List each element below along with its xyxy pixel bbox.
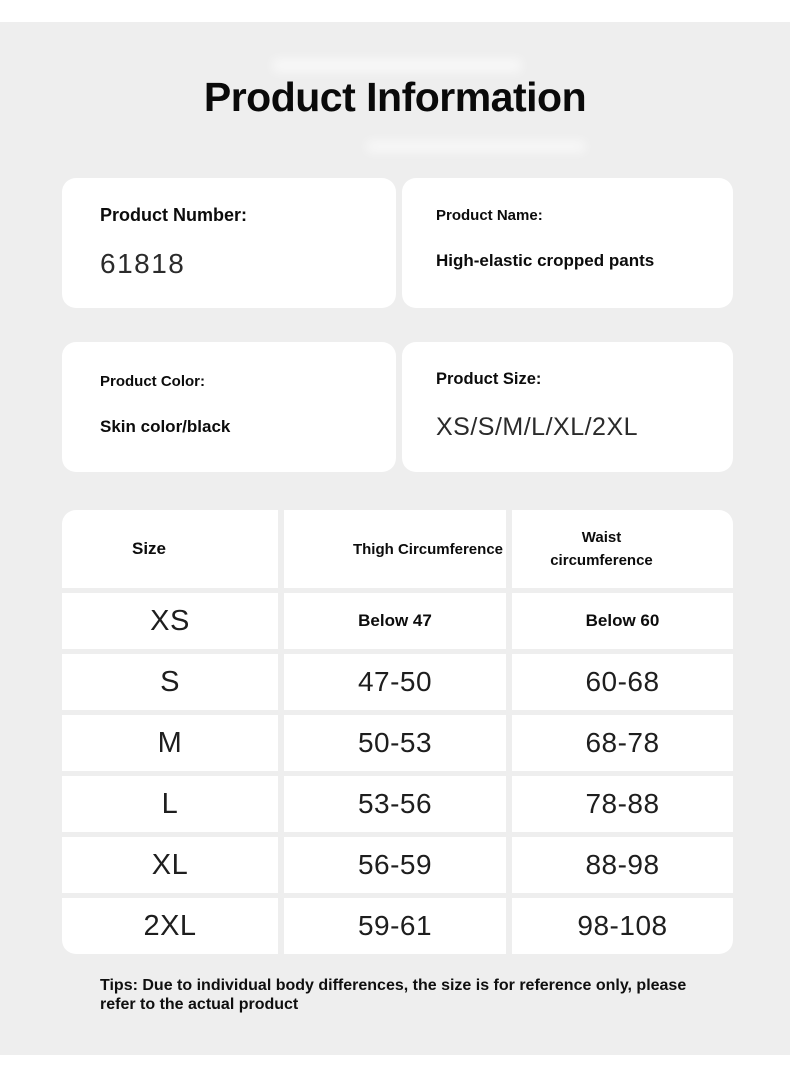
size-cell: 2XL [62,898,278,954]
header-cell-waist-circumference: Waist circumference [512,510,733,588]
product-number-label: Product Number: [100,205,248,225]
info-card-product-color [62,342,396,472]
header-cell-size: Size [62,510,278,588]
info-card-product-size [402,342,733,472]
info-card-product-number [62,178,396,308]
page-title: Product Information [203,74,587,120]
thigh-cell: 47-50 [284,654,506,710]
size-cell: XL [62,837,278,893]
thigh-cell: Below 47 [284,593,506,649]
product-size-value: XS/S/M/L/XL/2XL [436,413,639,441]
waist-cell: 98-108 [512,898,733,954]
product-name-value: High-elastic cropped pants [436,251,655,270]
thigh-cell: 56-59 [284,837,506,893]
waist-cell: 88-98 [512,837,733,893]
info-card-product-name [402,178,733,308]
size-cell: M [62,715,278,771]
product-name-label: Product Name: [436,207,543,224]
product-number-value: 61818 [100,248,186,279]
waist-cell: 60-68 [512,654,733,710]
product-color-value: Skin color/black [100,417,231,436]
ghost-artifact [366,140,586,153]
waist-cell: 68-78 [512,715,733,771]
thigh-cell: 50-53 [284,715,506,771]
size-cell: S [62,654,278,710]
product-color-label: Product Color: [100,373,205,390]
header-cell-thigh-circumference: Thigh Circumference [284,510,506,588]
tips-note: Tips: Due to individual body differences, the size is for reference only, please refer to the actual product [100,977,687,1013]
size-cell: L [62,776,278,832]
thigh-cell: 59-61 [284,898,506,954]
ghost-artifact [272,58,522,73]
waist-cell: 78-88 [512,776,733,832]
size-cell: XS [62,593,278,649]
thigh-cell: 53-56 [284,776,506,832]
waist-cell: Below 60 [512,593,733,649]
product-size-label: Product Size: [436,370,542,388]
size-table [62,510,733,954]
